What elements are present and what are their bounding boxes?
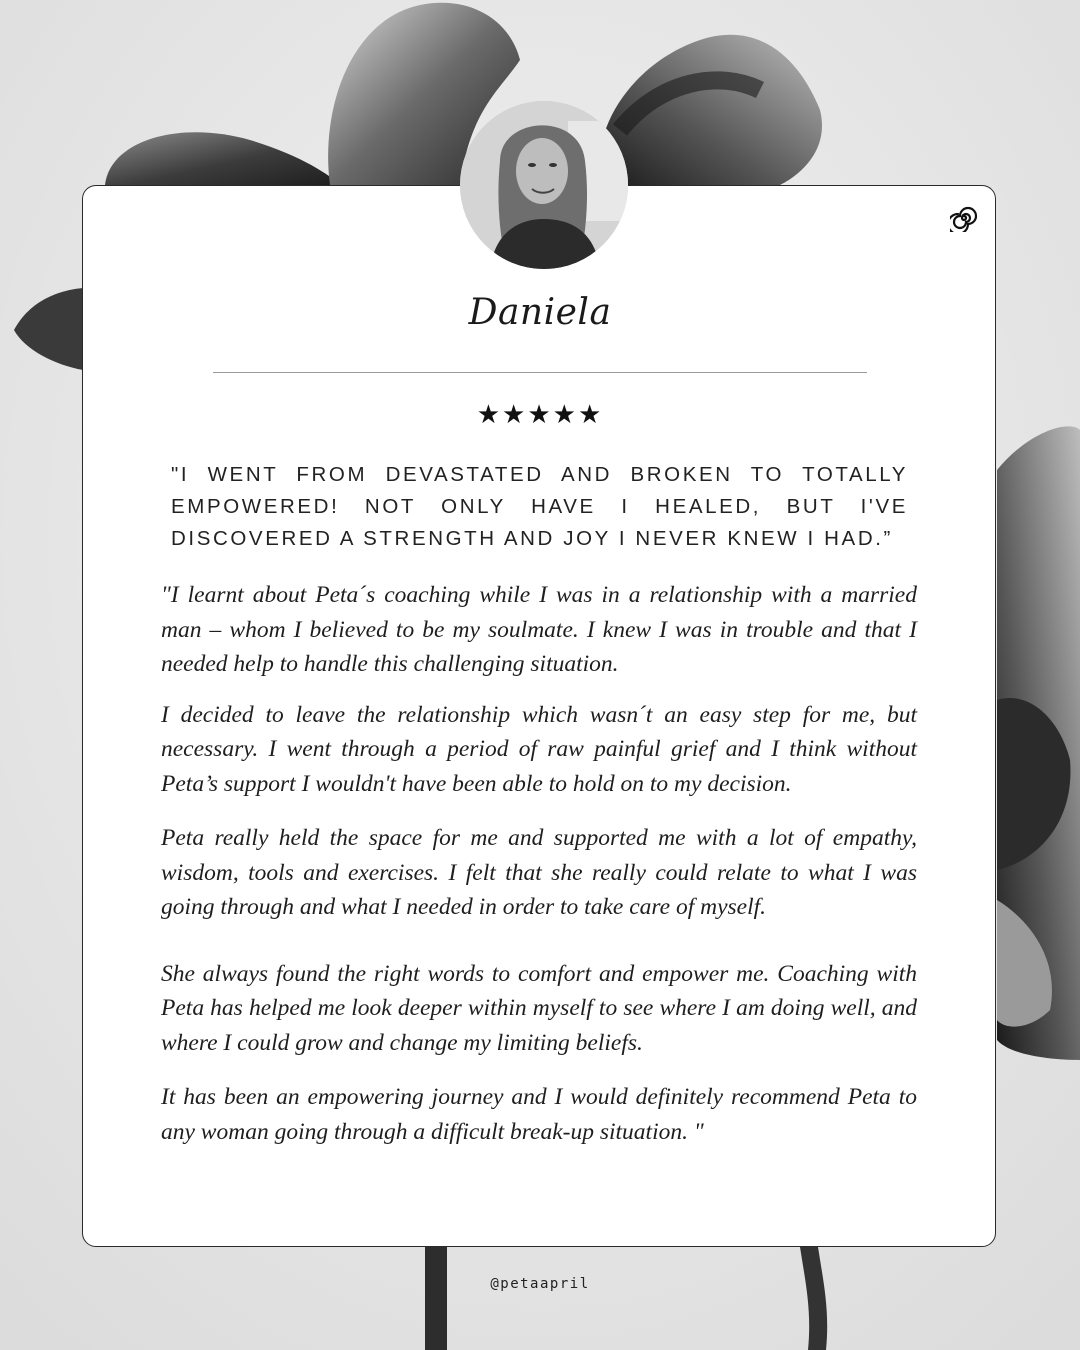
reviewer-name: Daniela [468, 292, 612, 333]
star-rating [0, 400, 1080, 430]
divider [213, 372, 867, 373]
testimonial-body [161, 578, 917, 1149]
testimonial-paragraph: "I learnt about Peta´s coaching while I was in a relationship with a married man – whom I believed to be my soulmate. I knew I was in trouble and that I needed help to handle this challenging situation. [161, 582, 917, 677]
social-handle: @petaapril [490, 1276, 590, 1292]
star-icon-group: ★★★★★ [476, 400, 604, 430]
testimonial-paragraph: It has been an empowering journey and I would definitely recommend Peta to any woman going through a difficult break-up situation. " [161, 1084, 917, 1145]
testimonial-headline: "I WENT FROM DEVASTATED AND BROKEN TO TOTALLY EMPOWERED! NOT ONLY HAVE I HEALED, BUT I'VE DISCOVERED A STRENGTH AND JOY I NEVER KNEW I HAD.” [171, 463, 908, 550]
testimonial-paragraph: She always found the right words to comfort and empower me. Coaching with Peta has helped me look deeper within myself to see where I am doing well, and where I could grow and change my limiting beliefs. [161, 960, 917, 1056]
testimonial-paragraph: I decided to leave the relationship which wasn´t an easy step for me, but necessary. I went through a period of raw painful grief and I think without Peta’s support I wouldn't have been able to hold on to my decision. [161, 701, 917, 797]
avatar [460, 101, 628, 269]
testimonial-paragraph: Peta really held the space for me and supported me with a lot of empathy, wisdom, tools and exercises. I felt that she really could relate to what I was going through and what I needed in order to take care of myself. [161, 825, 917, 920]
spiral-icon [950, 204, 978, 232]
